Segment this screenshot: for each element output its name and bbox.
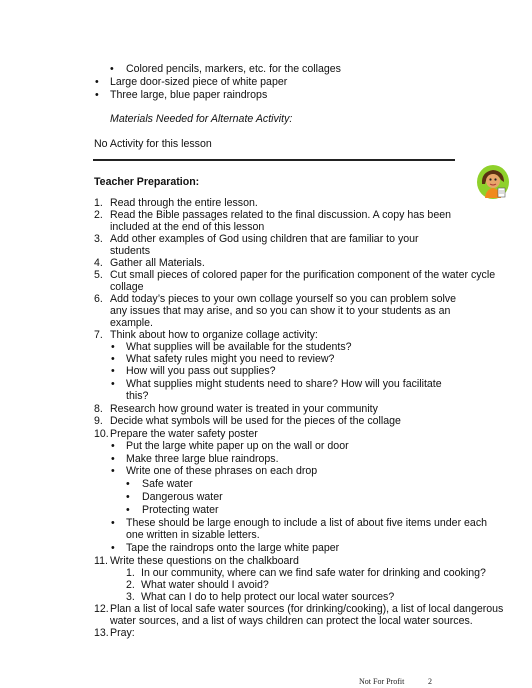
list-item: Plan a list of local safe water sources (for drinking/cooking), a list of local dangerous [110, 603, 504, 615]
list-item-continued: students [110, 245, 151, 257]
page-number: 2 [428, 677, 432, 686]
list-number: 9. [94, 415, 103, 427]
list-number: 2. [94, 209, 103, 221]
sub-list-number: 3. [126, 591, 135, 603]
bullet-icon: • [111, 440, 115, 452]
sub-list-item: In our community, where can we find safe water for drinking and cooking? [141, 567, 486, 579]
list-number: 1. [94, 197, 103, 209]
bullet-icon: • [126, 478, 130, 490]
bullet-icon: • [95, 76, 99, 88]
list-number: 10. [94, 428, 109, 440]
sub-sub-list-item: Dangerous water [142, 491, 223, 503]
list-number: 6. [94, 293, 103, 305]
alternate-activity-text: No Activity for this lesson [94, 138, 212, 150]
bullet-icon: • [111, 542, 115, 554]
list-item: Read through the entire lesson. [110, 197, 258, 209]
list-item: Read the Bible passages related to the final discussion. A copy has been [110, 209, 451, 221]
list-item-continued: example. [110, 317, 153, 329]
sub-sub-list-item: Protecting water [142, 504, 219, 516]
bullet-icon: • [111, 453, 115, 465]
sub-sub-list-item: Safe water [142, 478, 193, 490]
list-item: Add today’s pieces to your own collage yourself so you can problem solve [110, 293, 457, 305]
sub-list-item-continued: one written in sizable letters. [126, 529, 260, 541]
list-number: 3. [94, 233, 103, 245]
section-divider [93, 159, 455, 161]
list-number: 8. [94, 403, 103, 415]
list-item: Prepare the water safety poster [110, 428, 258, 440]
bullet-icon: • [111, 517, 115, 529]
list-item: Pray: [110, 627, 135, 639]
sub-list-item: These should be large enough to include a list of about five items under each [126, 517, 488, 529]
bullet-icon: • [95, 89, 99, 101]
bullet-icon: • [111, 465, 115, 477]
footer-text: Not For Profit [359, 677, 405, 686]
bullet-icon: • [110, 63, 114, 75]
bullet-icon: • [126, 491, 130, 503]
sub-list-item: What can I do to help protect our local water sources? [141, 591, 395, 603]
list-item: Decide what symbols will be used for the pieces of the collage [110, 415, 401, 427]
list-item-continued: collage [110, 281, 144, 293]
sub-list-item: What safety rules might you need to review? [126, 353, 335, 365]
sub-list-item: Put the large white paper up on the wall or door [126, 440, 349, 452]
list-number: 13. [94, 627, 109, 639]
list-item: Think about how to organize collage activity: [110, 329, 318, 341]
materials-item: Large door-sized piece of white paper [110, 76, 288, 88]
list-item: Research how ground water is treated in your community [110, 403, 378, 415]
list-number: 7. [94, 329, 103, 341]
list-item: Cut small pieces of colored paper for the purification component of the water cycle [110, 269, 496, 281]
bullet-icon: • [111, 378, 115, 390]
sub-list-item: What water should I avoid? [141, 579, 269, 591]
list-number: 4. [94, 257, 103, 269]
list-item: Add other examples of God using children that are familiar to your [110, 233, 419, 245]
teacher-preparation-heading: Teacher Preparation: [94, 176, 200, 188]
bullet-icon: • [111, 341, 115, 353]
sub-list-item: What supplies will be available for the students? [126, 341, 352, 353]
list-item: Gather all Materials. [110, 257, 205, 269]
list-item-continued: water sources, and a list of ways children can protect the local water sources. [110, 615, 473, 627]
sub-list-item: What supplies might students need to share? How will you facilitate [126, 378, 442, 390]
list-number: 5. [94, 269, 103, 281]
sub-list-number: 1. [126, 567, 135, 579]
alternate-activity-heading: Materials Needed for Alternate Activity: [110, 113, 293, 125]
sub-list-item: Tape the raindrops onto the large white paper [126, 542, 340, 554]
list-number: 11. [94, 555, 108, 567]
sub-list-item: Write one of these phrases on each drop [126, 465, 318, 477]
list-number: 12. [94, 603, 109, 615]
materials-item: Three large, blue paper raindrops [110, 89, 268, 101]
list-item-continued: included at the end of this lesson [110, 221, 265, 233]
teacher-character-icon [476, 164, 510, 200]
sub-list-number: 2. [126, 579, 135, 591]
sub-list-item: Make three large blue raindrops. [126, 453, 279, 465]
list-item-continued: any issues that may arise, and so you can show it to your students as an [110, 305, 451, 317]
list-item: Write these questions on the chalkboard [110, 555, 299, 567]
sub-list-item: How will you pass out supplies? [126, 365, 276, 377]
materials-item: Colored pencils, markers, etc. for the collages [126, 63, 341, 75]
sub-list-item-continued: this? [126, 390, 149, 402]
bullet-icon: • [111, 353, 115, 365]
bullet-icon: • [126, 504, 130, 516]
bullet-icon: • [111, 365, 115, 377]
